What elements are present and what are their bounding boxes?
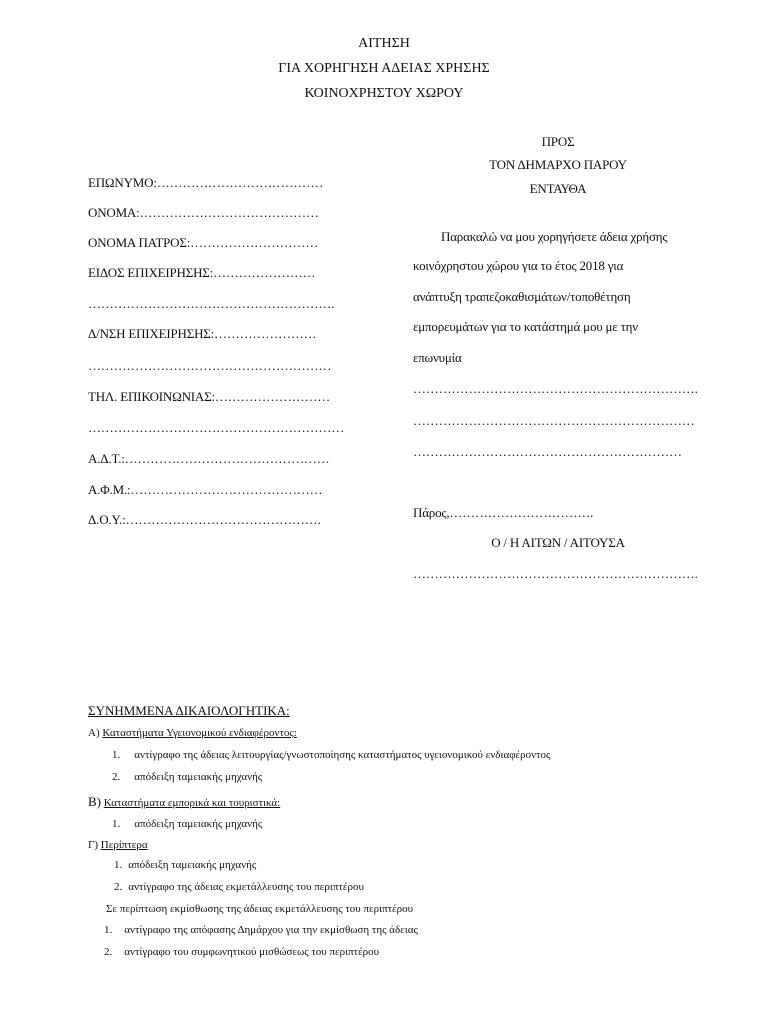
field-afm[interactable]: Α.Φ.Μ.:……………………………………… [88, 482, 323, 497]
field-business-address[interactable]: Δ/ΝΣΗ ΕΠΙΧΕΙΡΗΣΗΣ:…………………… [88, 326, 317, 341]
field-business-address-continued[interactable]: ………………………………………………… [88, 358, 332, 373]
business-name-field-2[interactable]: ………………………………………………………… [413, 413, 695, 428]
field-adt[interactable]: Α.Δ.Τ.:………………………………………… [88, 451, 330, 466]
section-a-title: Καταστήματα Υγειονομικού ενδιαφέροντος: [102, 727, 297, 739]
list-item [112, 818, 262, 830]
field-father-name[interactable]: ΟΝΟΜΑ ΠΑΤΡΟΣ:………………………… [88, 235, 319, 250]
list-item [112, 749, 550, 761]
title-line-2: ΓΙΑ ΧΟΡΗΓΗΣΗ ΑΔΕΙΑΣ ΧΡΗΣΗΣ [278, 61, 490, 76]
list-item-text: αντίγραφο της άδειας εκμετάλλευσης του περιπτέρου [128, 881, 364, 893]
field-phone[interactable]: ΤΗΛ. ΕΠΙΚΟΙΝΩΝΙΑΣ:……………………… [88, 389, 331, 404]
list-item-text: αντίγραφο της άδειας λειτουργίας/γνωστοποίησης καταστήματος υγειονομικού ενδιαφέροντος [134, 749, 551, 761]
recipient-pros: ΠΡΟΣ [541, 134, 575, 149]
list-item-number: 2. [114, 881, 123, 893]
field-name[interactable]: ΟΝΟΜΑ:…………………………………… [88, 205, 319, 220]
request-text-line-5: επωνυμία [413, 350, 462, 365]
recipient-entautha: ΕΝΤΑΥΘΑ [529, 181, 587, 196]
list-item-text: απόδειξη ταμειακής μηχανής [134, 771, 263, 783]
list-item [114, 859, 256, 871]
lease-note: Σε περίπτωση εκμίσθωσης της άδειας εκμετάλλευσης του περιπτέρου [106, 903, 414, 915]
section-c-title: Περίπτερα [100, 839, 148, 851]
list-item-number: 1. [112, 749, 121, 761]
request-text-line-2: κοινόχρηστου χώρου για το έτος 2018 για [413, 258, 624, 273]
field-business-type-continued[interactable]: …………………………………………………. [88, 296, 335, 311]
signature-field[interactable]: …………………………………………………………. [413, 566, 698, 581]
section-c-prefix: Γ) [88, 839, 99, 851]
list-item-number: 1. [114, 859, 123, 871]
field-phone-continued[interactable]: …………………………………………………… [88, 420, 345, 435]
list-item-text: απόδειξη ταμειακής μηχανής [128, 859, 257, 871]
list-item-number: 1. [112, 818, 121, 830]
section-b-title: Καταστήματα εμπορικά και τουριστικά: [103, 797, 281, 809]
field-doy[interactable]: Δ.Ο.Υ.:………………………………………. [88, 512, 321, 527]
business-name-field-3[interactable]: ……………………………………………………… [413, 444, 682, 459]
place-date-field[interactable]: Πάρος,……………………………. [413, 505, 594, 520]
request-text-line-3: ανάπτυξη τραπεζοκαθισμάτων/τοποθέτηση [413, 289, 631, 304]
request-text-line-4: εμπορευμάτων για το κατάστημά μου με την [413, 319, 638, 334]
list-item-number: 2. [104, 946, 113, 958]
list-item-number: 1. [104, 924, 113, 936]
list-item-number: 2. [112, 771, 121, 783]
list-item-text: απόδειξη ταμειακής μηχανής [134, 818, 263, 830]
field-business-type[interactable]: ΕΙΔΟΣ ΕΠΙΧΕΙΡΗΣΗΣ:…………………… [88, 265, 316, 280]
field-surname[interactable]: ΕΠΩΝΥΜΟ:………………………………… [88, 175, 324, 190]
title-line-1: ΑΙΤΗΣΗ [358, 36, 410, 51]
section-a-prefix: Α) [88, 727, 100, 739]
section-b-prefix: Β) [88, 794, 101, 809]
list-item [104, 946, 379, 958]
list-item [114, 881, 364, 893]
title-line-3: ΚΟΙΝΟΧΡΗΣΤΟΥ ΧΩΡΟΥ [304, 86, 464, 101]
section-a-header [88, 727, 297, 739]
list-item [104, 924, 418, 936]
list-item [112, 771, 262, 783]
section-b-header [88, 794, 280, 810]
business-name-field-1[interactable]: …………………………………………………………. [413, 381, 698, 396]
request-text-line-1: Παρακαλώ να μου χορηγήσετε άδεια χρήσης [441, 229, 668, 244]
list-item-text: αντίγραφο του συμφωνητικού μισθώσεως του περιπτέρου [124, 946, 380, 958]
attachments-heading: ΣΥΝΗΜΜΕΝΑ ΔΙΚΑΙΟΛΟΓΗΤΙΚΑ: [88, 703, 290, 718]
applicant-label: Ο / Η ΑΙΤΩΝ / ΑΙΤΟΥΣΑ [491, 535, 625, 550]
list-item-text: αντίγραφο της απόφασης Δημάρχου για την εκμίσθωση της άδειας [124, 924, 418, 936]
section-c-header [88, 839, 148, 851]
recipient-mayor: ΤΟΝ ΔΗΜΑΡΧΟ ΠΑΡΟΥ [489, 157, 627, 172]
